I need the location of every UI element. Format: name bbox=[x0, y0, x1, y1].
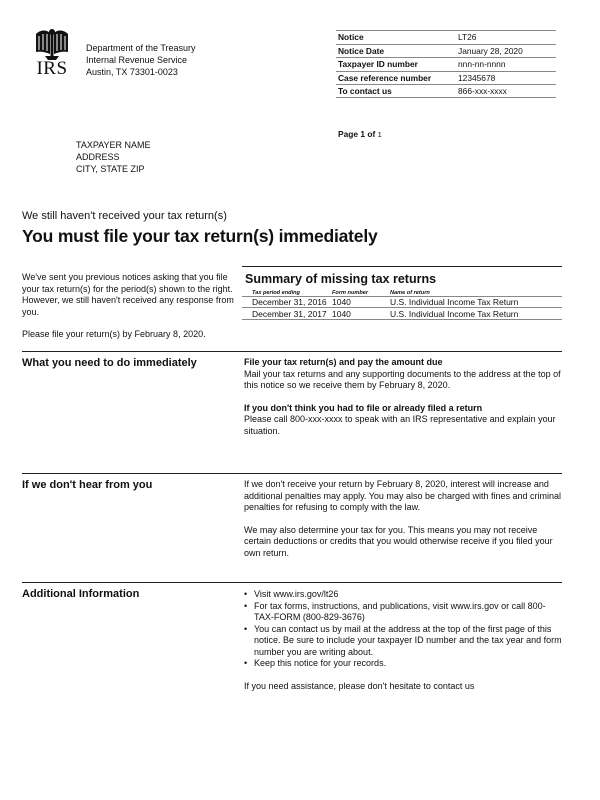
closing-text: If you need assistance, please don't hesitate to contact us bbox=[244, 680, 475, 691]
case-reference-label: Case reference number bbox=[338, 72, 432, 83]
section-divider bbox=[22, 351, 562, 352]
header-return-name: Name of return bbox=[390, 290, 430, 296]
notice-subtitle: We still haven't received your tax return(s) bbox=[22, 210, 227, 222]
header-tax-period: Tax period ending bbox=[252, 290, 300, 296]
case-reference-value: 12345678 bbox=[458, 72, 496, 83]
bullet-text: Keep this notice for your records. bbox=[254, 658, 387, 668]
page-number-label: Page 1 of bbox=[338, 129, 376, 139]
taxpayer-id-value: nnn-nn-nnnn bbox=[458, 59, 506, 70]
page-number-total: 1 bbox=[377, 130, 382, 139]
determine-tax-text: We may also determine your tax for you. This means you may not receive certain deductions or credits that you would otherwise receive if you filed your own return. bbox=[244, 524, 553, 558]
bullet-icon: • bbox=[244, 658, 248, 668]
info-bullet-list bbox=[244, 589, 562, 670]
eagle-icon bbox=[30, 26, 74, 60]
notice-title: You must file your tax return(s) immediately bbox=[22, 226, 378, 246]
section-body-additional bbox=[244, 589, 562, 692]
taxpayer-id-row bbox=[336, 57, 556, 71]
notice-info-box bbox=[336, 30, 556, 98]
taxpayer-address bbox=[76, 139, 151, 175]
section-divider bbox=[22, 473, 562, 474]
header-form-number: Form number bbox=[332, 290, 369, 296]
taxpayer-street: ADDRESS bbox=[76, 152, 120, 162]
agency-line: Internal Revenue Service bbox=[86, 55, 188, 65]
page-number bbox=[338, 129, 382, 139]
summary-header-row bbox=[242, 288, 562, 296]
already-filed-text: Please call 800-xxx-xxxx to speak with an IRS representative and explain your situation. bbox=[244, 414, 556, 436]
file-return-heading: File your tax return(s) and pay the amount due bbox=[244, 357, 443, 367]
summary-table bbox=[242, 266, 562, 320]
bullet-icon: • bbox=[244, 600, 248, 611]
taxpayer-city: CITY, STATE ZIP bbox=[76, 164, 145, 174]
table-row bbox=[242, 296, 562, 308]
section-label-todo: What you need to do immediately bbox=[22, 357, 197, 369]
form-number-cell: 1040 bbox=[332, 308, 351, 319]
section-label-no-response: If we don't hear from you bbox=[22, 479, 153, 491]
return-name-cell: U.S. Individual Income Tax Return bbox=[390, 308, 519, 319]
notice-date-label: Notice Date bbox=[338, 45, 385, 56]
list-item bbox=[244, 658, 562, 670]
return-name-cell: U.S. Individual Income Tax Return bbox=[390, 297, 519, 307]
agency-address bbox=[86, 42, 196, 78]
list-item bbox=[244, 624, 562, 659]
case-reference-row bbox=[336, 71, 556, 85]
agency-line: Department of the Treasury bbox=[86, 43, 196, 53]
tax-period-cell: December 31, 2016 bbox=[252, 297, 327, 307]
list-item bbox=[244, 589, 562, 601]
form-number-cell: 1040 bbox=[332, 297, 351, 307]
section-label-additional: Additional Information bbox=[22, 588, 140, 600]
bullet-icon: • bbox=[244, 589, 248, 599]
bullet-text: You can contact us by mail at the address at the top of the first page of this notice. Be sure to include your taxpayer ID number and the tax year and form number you are writing about. bbox=[254, 623, 562, 657]
deadline-text: Please file your return(s) by February 8, 2020. bbox=[22, 329, 206, 339]
bullet-text: For tax forms, instructions, and publications, visit www.irs.gov or call 800-TAX-FORM (800-829-3676) bbox=[254, 600, 546, 622]
notice-value: LT26 bbox=[458, 32, 477, 43]
bullet-icon: • bbox=[244, 623, 248, 634]
contact-phone: 866-xxx-xxxx bbox=[458, 85, 507, 96]
notice-label: Notice bbox=[338, 32, 364, 43]
section-divider bbox=[22, 582, 562, 583]
taxpayer-name: TAXPAYER NAME bbox=[76, 140, 151, 150]
taxpayer-id-label: Taxpayer ID number bbox=[338, 59, 418, 70]
contact-label: To contact us bbox=[338, 85, 392, 96]
section-body-no-response bbox=[244, 479, 562, 559]
notice-row bbox=[336, 30, 556, 44]
penalty-text: If we don't receive your return by February 8, 2020, interest will increase and additional penalties may apply. You may also be charged with fines and criminal penalties for refusing to comply with the law. bbox=[244, 479, 562, 512]
contact-row bbox=[336, 84, 556, 98]
summary-title: Summary of missing tax returns bbox=[245, 272, 437, 286]
bullet-text: Visit www.irs.gov/lt26 bbox=[254, 589, 339, 599]
section-body-todo bbox=[244, 357, 562, 437]
list-item bbox=[244, 601, 562, 624]
tax-period-cell: December 31, 2017 bbox=[252, 308, 327, 319]
agency-line: Austin, TX 73301-0023 bbox=[86, 67, 178, 77]
notice-date-row bbox=[336, 44, 556, 58]
file-return-text: Mail your tax returns and any supporting documents to the address at the top of this notice so we receive them by February 8, 2020. bbox=[244, 368, 561, 390]
table-row bbox=[242, 308, 562, 320]
already-filed-heading: If you don't think you had to file or already filed a return bbox=[244, 402, 483, 413]
irs-logo bbox=[30, 26, 74, 82]
irs-logo-text: IRS bbox=[36, 58, 68, 79]
notice-date-value: January 28, 2020 bbox=[458, 45, 523, 56]
intro-text: We've sent you previous notices asking that you file your tax return(s) for the period(s) shown to the right. However, we still haven't received any response from you. bbox=[22, 272, 234, 317]
